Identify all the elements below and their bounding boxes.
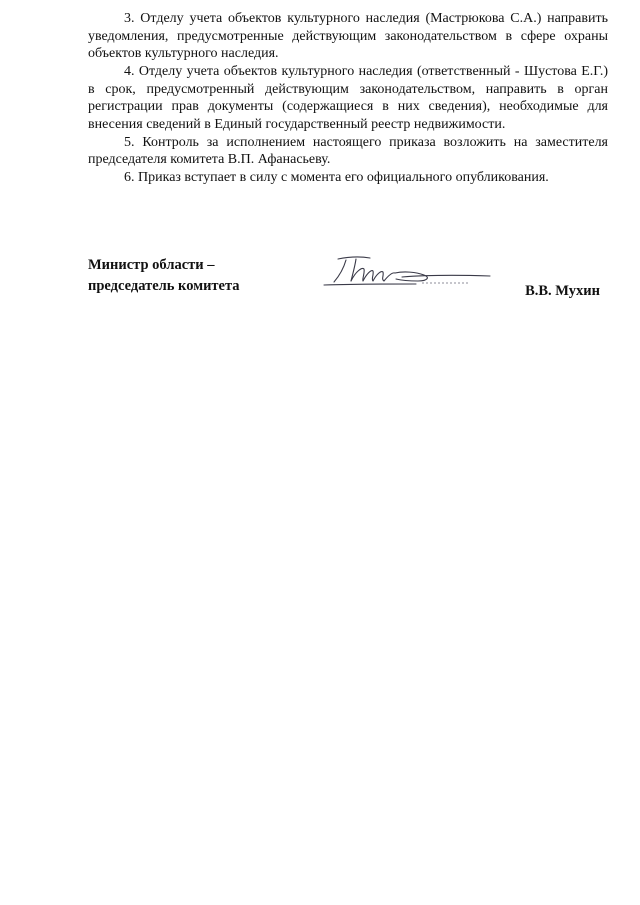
paragraph-4: 4. Отделу учета объектов культурного наследия (ответственный - Шустова Е.Г.) в срок, предусмотренный действующим законодательством, направить в орган регистрации прав документы (содержащиеся в них сведения), необходимые для внесения сведений в Единый государственный реестр недвижимости. [88, 63, 608, 132]
paragraph-6: 6. Приказ вступает в силу с момента его официального опубликования. [124, 169, 549, 185]
signer-name: В.В. Мухин [525, 283, 600, 299]
handwritten-signature-icon [318, 251, 498, 291]
signature-block [88, 255, 608, 315]
signer-title-line-2: председатель комитета [88, 278, 240, 294]
signer-title [88, 255, 240, 297]
document-body [88, 10, 608, 187]
paragraph-5: 5. Контроль за исполнением настоящего приказа возложить на заместителя председателя комитета В.П. Афанасьеву. [88, 134, 608, 168]
signer-title-line-1: Министр области – [88, 257, 215, 273]
paragraph-3: 3. Отделу учета объектов культурного наследия (Мастрюкова С.А.) направить уведомления, предусмотренные действующим законодательством в сфере охраны объектов культурного наследия. [88, 11, 608, 62]
